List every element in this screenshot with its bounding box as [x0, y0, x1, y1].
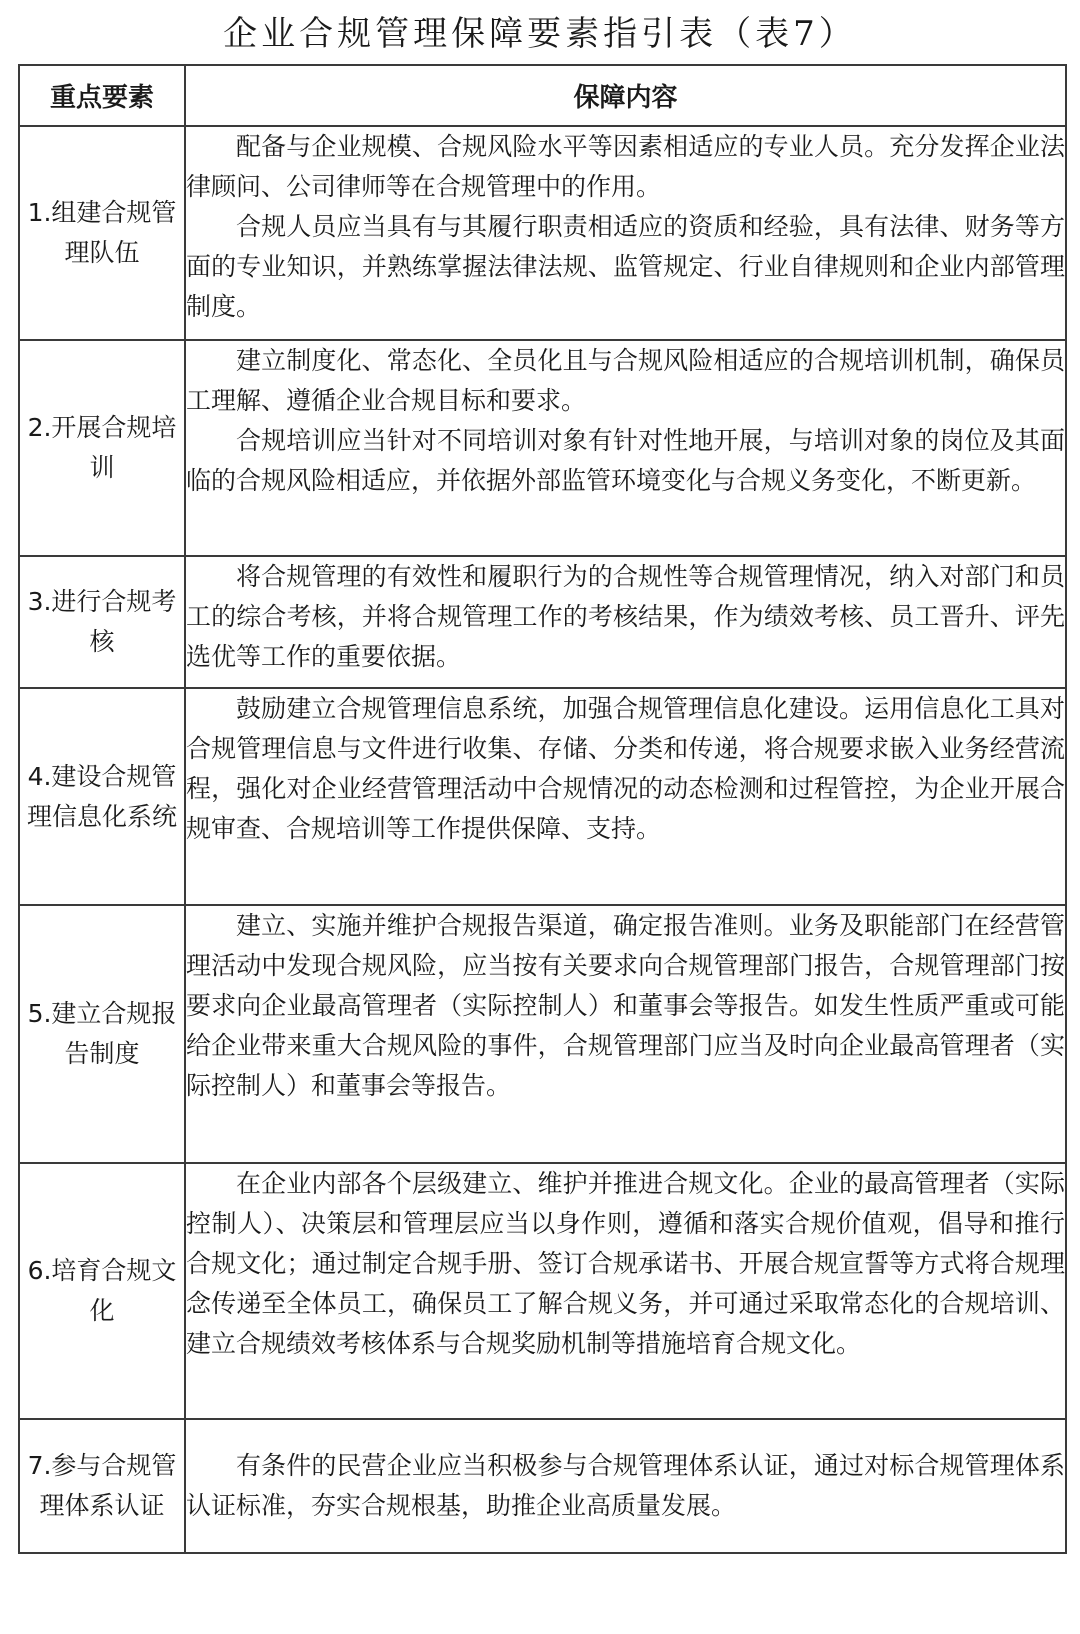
row-7-paragraph-1: 有条件的民营企业应当积极参与合规管理体系认证，通过对标合规管理体系认证标准，夯实合规根基，助推企业高质量发展。 [186, 1451, 1065, 1520]
table-row [19, 905, 1066, 1163]
row-1-element: 1.组建合规管理队伍 [19, 126, 185, 340]
row-2-content [185, 340, 1066, 556]
row-6-element: 6.培育合规文化 [19, 1163, 185, 1419]
row-7-element: 7.参与合规管理体系认证 [19, 1419, 185, 1553]
table-row [19, 340, 1066, 556]
row-4-content [185, 688, 1066, 905]
row-2-paragraph-2: 合规培训应当针对不同培训对象有针对性地开展，与培训对象的岗位及其面临的合规风险相适应，并依据外部监管环境变化与合规义务变化，不断更新。 [186, 426, 1065, 495]
table-row [19, 1163, 1066, 1419]
header-safeguard-content: 保障内容 [185, 65, 1066, 126]
row-4-element: 4.建设合规管理信息化系统 [19, 688, 185, 905]
table-row [19, 1419, 1066, 1553]
row-4-paragraph-1: 鼓励建立合规管理信息系统，加强合规管理信息化建设。运用信息化工具对合规管理信息与文件进行收集、存储、分类和传递，将合规要求嵌入业务经营流程，强化对企业经营管理活动中合规情况的动态检测和过程管控，为企业开展合规审查、合规培训等工作提供保障、支持。 [186, 694, 1065, 843]
row-5-content [185, 905, 1066, 1163]
row-6-content [185, 1163, 1066, 1419]
table-row [19, 556, 1066, 688]
row-2-element: 2.开展合规培训 [19, 340, 185, 556]
table-title: 企业合规管理保障要素指引表（表7） [223, 14, 857, 54]
row-3-content [185, 556, 1066, 688]
header-row [19, 65, 1066, 126]
row-2-paragraph-1: 建立制度化、常态化、全员化且与合规风险相适应的合规培训机制，确保员工理解、遵循企业合规目标和要求。 [186, 346, 1065, 415]
row-1-content [185, 126, 1066, 340]
table-row [19, 126, 1066, 340]
header-key-element: 重点要素 [19, 65, 185, 126]
guideline-table [18, 64, 1067, 1554]
row-5-element: 5.建立合规报告制度 [19, 905, 185, 1163]
row-6-paragraph-1: 在企业内部各个层级建立、维护并推进合规文化。企业的最高管理者（实际控制人）、决策层和管理层应当以身作则，遵循和落实合规价值观，倡导和推行合规文化；通过制定合规手册、签订合规承诺书、开展合规宣誓等方式将合规理念传递至全体员工，确保员工了解合规义务，并可通过采取常态化的合规培训、建立合规绩效考核体系与合规奖励机制等措施培育合规文化。 [186, 1169, 1065, 1358]
table-row [19, 688, 1066, 905]
row-3-element: 3.进行合规考核 [19, 556, 185, 688]
row-7-content [185, 1419, 1066, 1553]
row-5-paragraph-1: 建立、实施并维护合规报告渠道，确定报告准则。业务及职能部门在经营管理活动中发现合规风险，应当按有关要求向合规管理部门报告，合规管理部门按要求向企业最高管理者（实际控制人）和董事会等报告。如发生性质严重或可能给企业带来重大合规风险的事件，合规管理部门应当及时向企业最高管理者（实际控制人）和董事会等报告。 [186, 911, 1065, 1100]
row-1-paragraph-1: 配备与企业规模、合规风险水平等因素相适应的专业人员。充分发挥企业法律顾问、公司律师等在合规管理中的作用。 [186, 132, 1065, 201]
row-1-paragraph-2: 合规人员应当具有与其履行职责相适应的资质和经验，具有法律、财务等方面的专业知识，并熟练掌握法律法规、监管规定、行业自律规则和企业内部管理制度。 [186, 212, 1065, 321]
row-3-paragraph-1: 将合规管理的有效性和履职行为的合规性等合规管理情况，纳入对部门和员工的综合考核，并将合规管理工作的考核结果，作为绩效考核、员工晋升、评先选优等工作的重要依据。 [186, 562, 1065, 671]
